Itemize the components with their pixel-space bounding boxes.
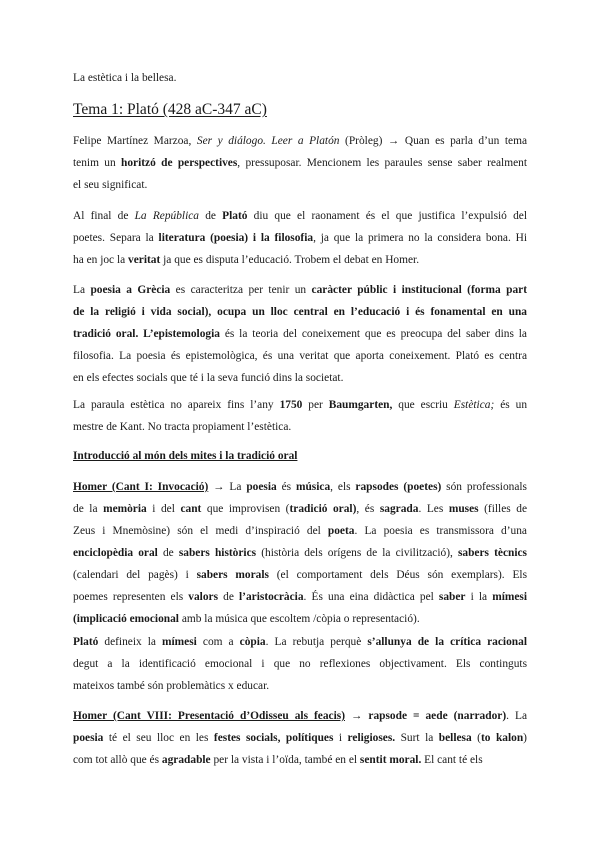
emphasized-text: Plató <box>73 636 99 648</box>
emphasized-text: poesia <box>246 481 277 493</box>
text-line <box>73 498 527 520</box>
emphasized-text: tradició oral) <box>289 503 357 515</box>
text-line <box>73 653 527 675</box>
text-run: i la <box>465 591 493 603</box>
text-line <box>73 130 527 152</box>
text-run: → <box>345 710 369 722</box>
emphasized-text: bellesa <box>438 732 472 744</box>
text-run: ( <box>471 732 481 744</box>
text-run: defineix la <box>98 636 163 648</box>
text-run: (calendari del pagès) i <box>73 569 197 581</box>
text-run: com tot allò que és <box>73 754 162 766</box>
emphasized-text: enciclopèdia oral <box>73 547 158 559</box>
text-run: amb la música que escoltem /còpia o representació). <box>178 613 420 625</box>
text-run: i <box>333 732 348 744</box>
text-run: que improvisen ( <box>201 503 290 515</box>
text-line <box>73 279 527 301</box>
text-run: de <box>218 591 240 603</box>
text-run: . Les <box>418 503 449 515</box>
emphasized-text: religioses. <box>347 732 396 744</box>
text-line <box>73 367 527 389</box>
text-run: , pressuposar. Mencionem les paraules sense saber realment <box>237 157 527 169</box>
emphasized-text: Homer (Cant VIII: Presentació d’Odisseu als feacis) <box>73 710 345 722</box>
emphasized-text: còpia <box>239 636 266 648</box>
text-run: (filles de <box>478 503 528 515</box>
text-line <box>73 564 527 586</box>
text-run: de <box>199 210 223 222</box>
emphasized-text: veritat <box>128 254 161 266</box>
text-run: mateixos també són problemàtics x educar. <box>73 680 270 692</box>
emphasized-text: Plató <box>222 210 248 222</box>
text-line <box>73 301 527 323</box>
text-run: (Pròleg) → Quan es parla d’un tema <box>339 135 527 147</box>
text-line <box>73 586 527 608</box>
text-run: Felipe Martínez Marzoa, <box>73 135 197 147</box>
text-line <box>73 675 527 697</box>
text-run: filosofia. La poesia és epistemològica, és una veritat que aporta coneixement. Plató es centra <box>73 350 527 362</box>
text-run: mestre de Kant. No tracta propiament l’estètica. <box>73 421 292 433</box>
emphasized-text: festes socials, polítiques <box>213 732 334 744</box>
emphasized-text: s’allunya de la crítica racional <box>367 636 527 648</box>
text-run: La <box>73 284 91 296</box>
text-run: té el seu lloc en les <box>103 732 214 744</box>
text-run: degut a la identificació emocional i que no reflexiones objectivament. Els continguts <box>73 658 527 670</box>
emphasized-text: Homer (Cant I: Invocació) <box>73 481 209 493</box>
emphasized-text: sabers tècnics <box>457 547 527 559</box>
text-line <box>73 705 527 727</box>
text-run: , ja que la primera no la considera bona. Hi <box>313 232 527 244</box>
emphasized-text: horitzó de perspectives <box>120 157 238 169</box>
text-run: . És una eina didàctica pel <box>303 591 439 603</box>
text-run: El cant té els <box>421 754 483 766</box>
text-run: són professionals <box>441 481 527 493</box>
emphasized-text: poesia <box>73 732 104 744</box>
text-run: i del <box>146 503 181 515</box>
text-run: . La rebutja perquè <box>265 636 368 648</box>
text-run: per <box>302 399 329 411</box>
text-run: Al final de <box>73 210 135 222</box>
emphasized-text: caràcter públic i institucional (forma part <box>311 284 527 296</box>
text-run: Zeus i Mnemòsine) són el medi d’inspiració del <box>73 525 328 537</box>
text-run: de la <box>73 503 104 515</box>
section-heading: Tema 1: Plató (428 aC-347 aC) <box>73 101 267 118</box>
text-run: diu que el raonament és el que justifica l’expulsió del <box>247 210 527 222</box>
text-line <box>73 394 527 416</box>
text-run: Surt la <box>395 732 439 744</box>
text-run: és <box>276 481 296 493</box>
emphasized-text: rapsodes (poetes) <box>355 481 442 493</box>
emphasized-text: 1750 <box>279 399 303 411</box>
emphasized-text: mímesi <box>162 636 197 648</box>
emphasized-text: memòria <box>103 503 147 515</box>
text-line <box>73 542 527 564</box>
text-line <box>73 416 527 438</box>
text-run: (història dels orígens de la civilització), <box>256 547 458 559</box>
text-line <box>73 727 527 749</box>
text-line <box>73 249 527 271</box>
text-run: ja que es disputa l’educació. Trobem el debat en Homer. <box>160 254 420 266</box>
text-run: poemes representen els <box>73 591 189 603</box>
text-run: que escriu <box>392 399 454 411</box>
text-run: poetes. Separa la <box>73 232 159 244</box>
text-line <box>73 749 527 771</box>
emphasized-text: saber <box>438 591 466 603</box>
emphasized-text: literatura (poesia) i la filosofia <box>158 232 314 244</box>
text-run: en els efectes socials que té i la seva funció dins la societat. <box>73 372 344 384</box>
text-run: tenim un <box>73 157 121 169</box>
text-run: La paraula estètica no apareix fins l’any <box>73 399 280 411</box>
emphasized-text: Introducció al món dels mites i la tradició oral <box>73 450 298 462</box>
text-line <box>73 520 527 542</box>
emphasized-text: rapsode = aede (narrador) <box>368 710 507 722</box>
emphasized-text: sabers històrics <box>178 547 257 559</box>
emphasized-text: poesia a Grècia <box>90 284 171 296</box>
emphasized-text: valors <box>188 591 219 603</box>
emphasized-text: Ser y diálogo. Leer a Platón <box>196 135 340 147</box>
text-run: (el comportament dels Déus són exemplars). Els <box>268 569 527 581</box>
text-line <box>73 345 527 367</box>
emphasized-text: muses <box>448 503 479 515</box>
text-run: . La poesia es transmissora d’una <box>354 525 527 537</box>
text-line <box>73 227 527 249</box>
text-run: és la teoria del coneixement que es preocupa del saber dins la <box>219 328 527 340</box>
emphasized-text: l’aristocràcia <box>239 591 304 603</box>
text-line <box>73 205 527 227</box>
text-line <box>73 174 527 196</box>
text-run: . La <box>506 710 527 722</box>
text-run: el seu significat. <box>73 179 148 191</box>
text-line <box>73 323 527 345</box>
text-run: com a <box>196 636 240 648</box>
text-line <box>73 152 527 174</box>
text-run: ) <box>523 732 527 744</box>
emphasized-text: sentit moral. <box>359 754 422 766</box>
emphasized-text: Estètica; <box>453 399 495 411</box>
emphasized-text: sagrada <box>379 503 419 515</box>
emphasized-text: (implicació emocional <box>73 613 179 625</box>
text-run: de <box>157 547 179 559</box>
emphasized-text: Baumgarten, <box>328 399 393 411</box>
emphasized-text: La República <box>134 210 199 222</box>
text-run: , és <box>356 503 380 515</box>
text-run: es caracteritza per tenir un <box>170 284 312 296</box>
emphasized-text: to kalon <box>480 732 524 744</box>
emphasized-text: poeta <box>327 525 355 537</box>
text-run: → La <box>208 481 247 493</box>
emphasized-text: cant <box>180 503 202 515</box>
emphasized-text: de la religió i vida social), ocupa un lloc central en l’educació i és fonamental en una <box>73 306 527 318</box>
text-run: , els <box>330 481 356 493</box>
emphasized-text: música <box>295 481 331 493</box>
emphasized-text: sabers morals <box>196 569 269 581</box>
emphasized-text: agradable <box>161 754 211 766</box>
text-line <box>73 445 527 467</box>
text-run: ha en joc la <box>73 254 129 266</box>
emphasized-text: mímesi <box>492 591 528 603</box>
text-line <box>73 631 527 653</box>
text-line <box>73 476 527 498</box>
document-subtitle: La estètica i la bellesa. <box>73 72 177 84</box>
text-run: per la vista i l’oïda, també en el <box>210 754 360 766</box>
emphasized-text: tradició oral. L’epistemologia <box>73 328 220 340</box>
text-line <box>73 608 527 630</box>
text-run: és un <box>494 399 528 411</box>
